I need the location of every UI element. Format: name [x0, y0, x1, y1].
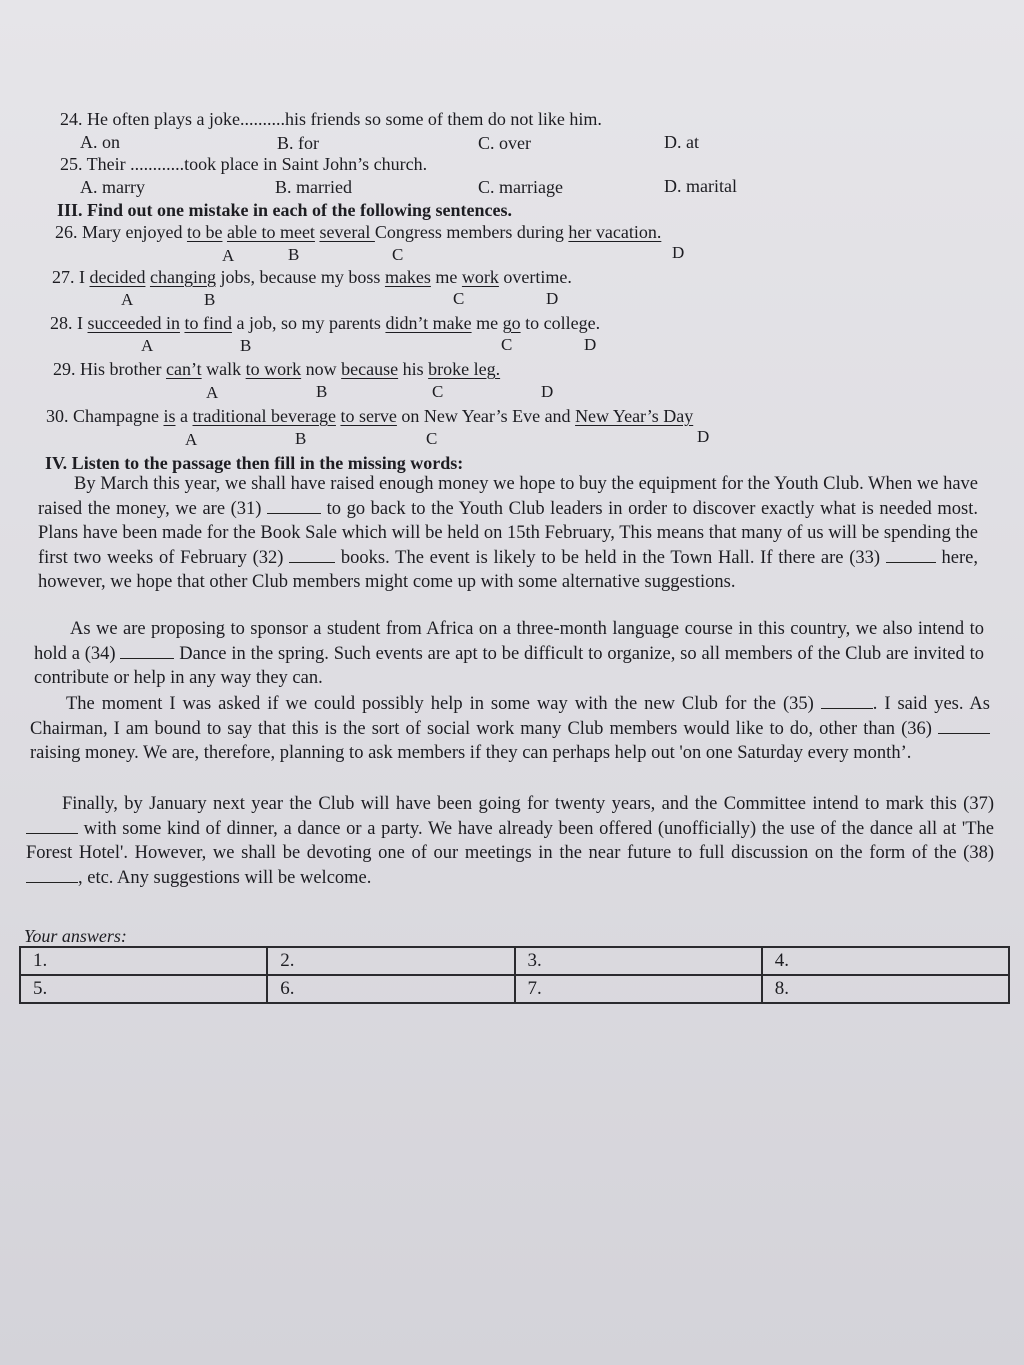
question-29-letter-c: C	[432, 382, 444, 401]
question-28-letter-b: B	[240, 336, 252, 355]
question-26-letter-b: B	[288, 245, 300, 264]
answer-cell-8[interactable]: 8.	[762, 975, 1009, 1003]
blank-31[interactable]	[267, 513, 321, 514]
passage-paragraph-2: As we are proposing to sponsor a student from Africa on a three-month language course in this country, we also intend to hold a (34) Dance in the spring. Such events are apt to be difficult to organize, so all members of the Club are invited to contribute or help in any way they can.	[34, 619, 984, 688]
question-28-letter-c: C	[501, 335, 513, 354]
section-3-heading: III. Find out one mistake in each of the following sentences.	[57, 200, 513, 220]
question-29-letter-b: B	[316, 382, 328, 401]
question-24-option-c: C. over	[478, 133, 531, 153]
question-27-sentence: 27. I decided changing jobs, because my boss makes me work overtime.	[52, 267, 572, 287]
answer-cell-5[interactable]: 5.	[20, 975, 267, 1003]
question-27-part-b: changing	[149, 267, 216, 287]
question-25-option-a: A. marry	[80, 177, 145, 197]
question-30-letter-b: B	[295, 429, 307, 448]
blank-38[interactable]	[26, 882, 78, 883]
question-28-number: 28. I	[50, 313, 88, 333]
blank-34[interactable]	[120, 658, 174, 659]
blank-35[interactable]	[821, 708, 873, 709]
answer-cell-6[interactable]: 6.	[267, 975, 514, 1003]
question-27-number: 27. I	[52, 267, 90, 287]
section-4-heading: IV. Listen to the passage then fill in the missing words:	[45, 453, 464, 473]
question-30-letter-d: D	[697, 427, 710, 446]
question-27-part-c: makes	[384, 267, 431, 287]
passage-paragraph-4: Finally, by January next year the Club will have been going for twenty years, and the Committee intend to mark this (37) with some kind of dinner, a dance or a party. We have already been offered (unofficially) the use of the dance all at 'The Forest Hotel'. However, we shall be devoting one of our meetings in the near future to full discussion on the form of the (38) , etc. Any suggestions will be welcome.	[26, 794, 994, 888]
question-26-part-d: her vacation.	[568, 222, 662, 242]
question-30-part-d: New Year’s Day	[575, 406, 694, 426]
answer-cell-2[interactable]: 2.	[267, 947, 514, 975]
answers-table	[19, 946, 1010, 1004]
question-29-letter-d: D	[541, 382, 554, 401]
blank-32[interactable]	[289, 562, 335, 563]
question-29-sentence: 29. His brother can’t walk to work now because his broke leg.	[53, 359, 501, 379]
question-30-part-b: traditional beverage	[192, 406, 336, 426]
question-28-letter-d: D	[584, 335, 597, 354]
question-27-letter-b: B	[204, 290, 216, 309]
question-28-part-a: succeeded in	[87, 313, 180, 333]
question-30-letter-c: C	[426, 429, 438, 448]
question-26-letter-c: C	[392, 245, 404, 264]
question-29-part-c: because	[341, 359, 399, 379]
answers-row-1	[20, 947, 1009, 975]
answer-cell-3[interactable]: 3.	[515, 947, 762, 975]
question-25-option-c: C. marriage	[478, 177, 563, 197]
question-28-part-b: to find	[184, 313, 232, 333]
question-26-letter-d: D	[672, 243, 685, 262]
question-27-part-a: decided	[89, 267, 146, 287]
question-24-option-a: A. on	[80, 132, 120, 152]
question-29-part-d: broke leg.	[428, 359, 501, 379]
answer-cell-1[interactable]: 1.	[20, 947, 267, 975]
answers-label: Your answers:	[24, 926, 127, 946]
question-29-part-b: to work	[245, 359, 302, 379]
answer-cell-7[interactable]: 7.	[515, 975, 762, 1003]
passage-paragraph-3: The moment I was asked if we could possibly help in some way with the new Club for the (35) . I said yes. As Chairman, I am bound to say that this is the sort of social work many Club members would like to do, other than (36) raising money. We are, therefore, planning to ask members if they can perhaps help out 'on one Saturday every month’.	[30, 694, 990, 763]
question-26-part-a: to be	[186, 222, 223, 242]
question-28-part-c: didn’t make	[385, 313, 472, 333]
blank-36[interactable]	[938, 733, 990, 734]
question-26-letter-a: A	[222, 246, 235, 265]
passage-paragraph-1: By March this year, we shall have raised enough money we hope to buy the equipment for the Youth Club. When we have raised the money, we are (31) to go back to the Youth Club leaders in order to discover exactly what is needed most. Plans have been made for the Book Sale which will be held on 15th February, This means that many of us will be spending the first two weeks of February (32) books. The event is likely to be held in the Town Hall. If there are (33) here, however, we hope that other Club members might come up with some alternative suggestions.	[38, 474, 979, 592]
question-24-option-d: D. at	[664, 132, 699, 152]
question-29-part-a: can’t	[165, 359, 202, 379]
question-27-letter-d: D	[546, 289, 559, 308]
question-27-letter-a: A	[121, 290, 134, 309]
question-30-part-c: to serve	[340, 406, 397, 426]
question-25-option-b: B. married	[275, 177, 352, 197]
question-30-number: 30. Champagne	[46, 406, 164, 426]
answers-row-2	[20, 975, 1009, 1003]
blank-33[interactable]	[886, 562, 936, 563]
question-28-sentence: 28. I succeeded in to find a job, so my parents didn’t make me go to college.	[50, 313, 601, 333]
question-26-number: 26. Mary enjoyed	[55, 222, 187, 242]
question-25-option-d: D. marital	[664, 176, 737, 196]
question-26-part-b: able to meet	[226, 222, 315, 242]
question-24-stem: 24. He often plays a joke..........his friends so some of them do not like him.	[60, 109, 602, 129]
question-26-part-c: several	[319, 222, 375, 242]
question-29-letter-a: A	[206, 383, 219, 402]
question-24-option-b: B. for	[277, 133, 319, 153]
question-26-sentence: 26. Mary enjoyed to be able to meet several Congress members during her vacation.	[55, 222, 662, 242]
answer-cell-4[interactable]: 4.	[762, 947, 1009, 975]
question-30-part-a: is	[163, 406, 176, 426]
question-27-part-d: work	[461, 267, 499, 287]
question-28-letter-a: A	[141, 336, 154, 355]
question-29-number: 29. His brother	[53, 359, 166, 379]
question-30-sentence: 30. Champagne is a traditional beverage to serve on New Year’s Eve and New Year’s Day	[46, 406, 694, 426]
blank-37[interactable]	[26, 833, 78, 834]
question-30-letter-a: A	[185, 430, 198, 449]
question-25-stem: 25. Their ............took place in Saint John’s church.	[60, 154, 428, 174]
question-28-part-d: go	[502, 313, 521, 333]
question-27-letter-c: C	[453, 289, 465, 308]
